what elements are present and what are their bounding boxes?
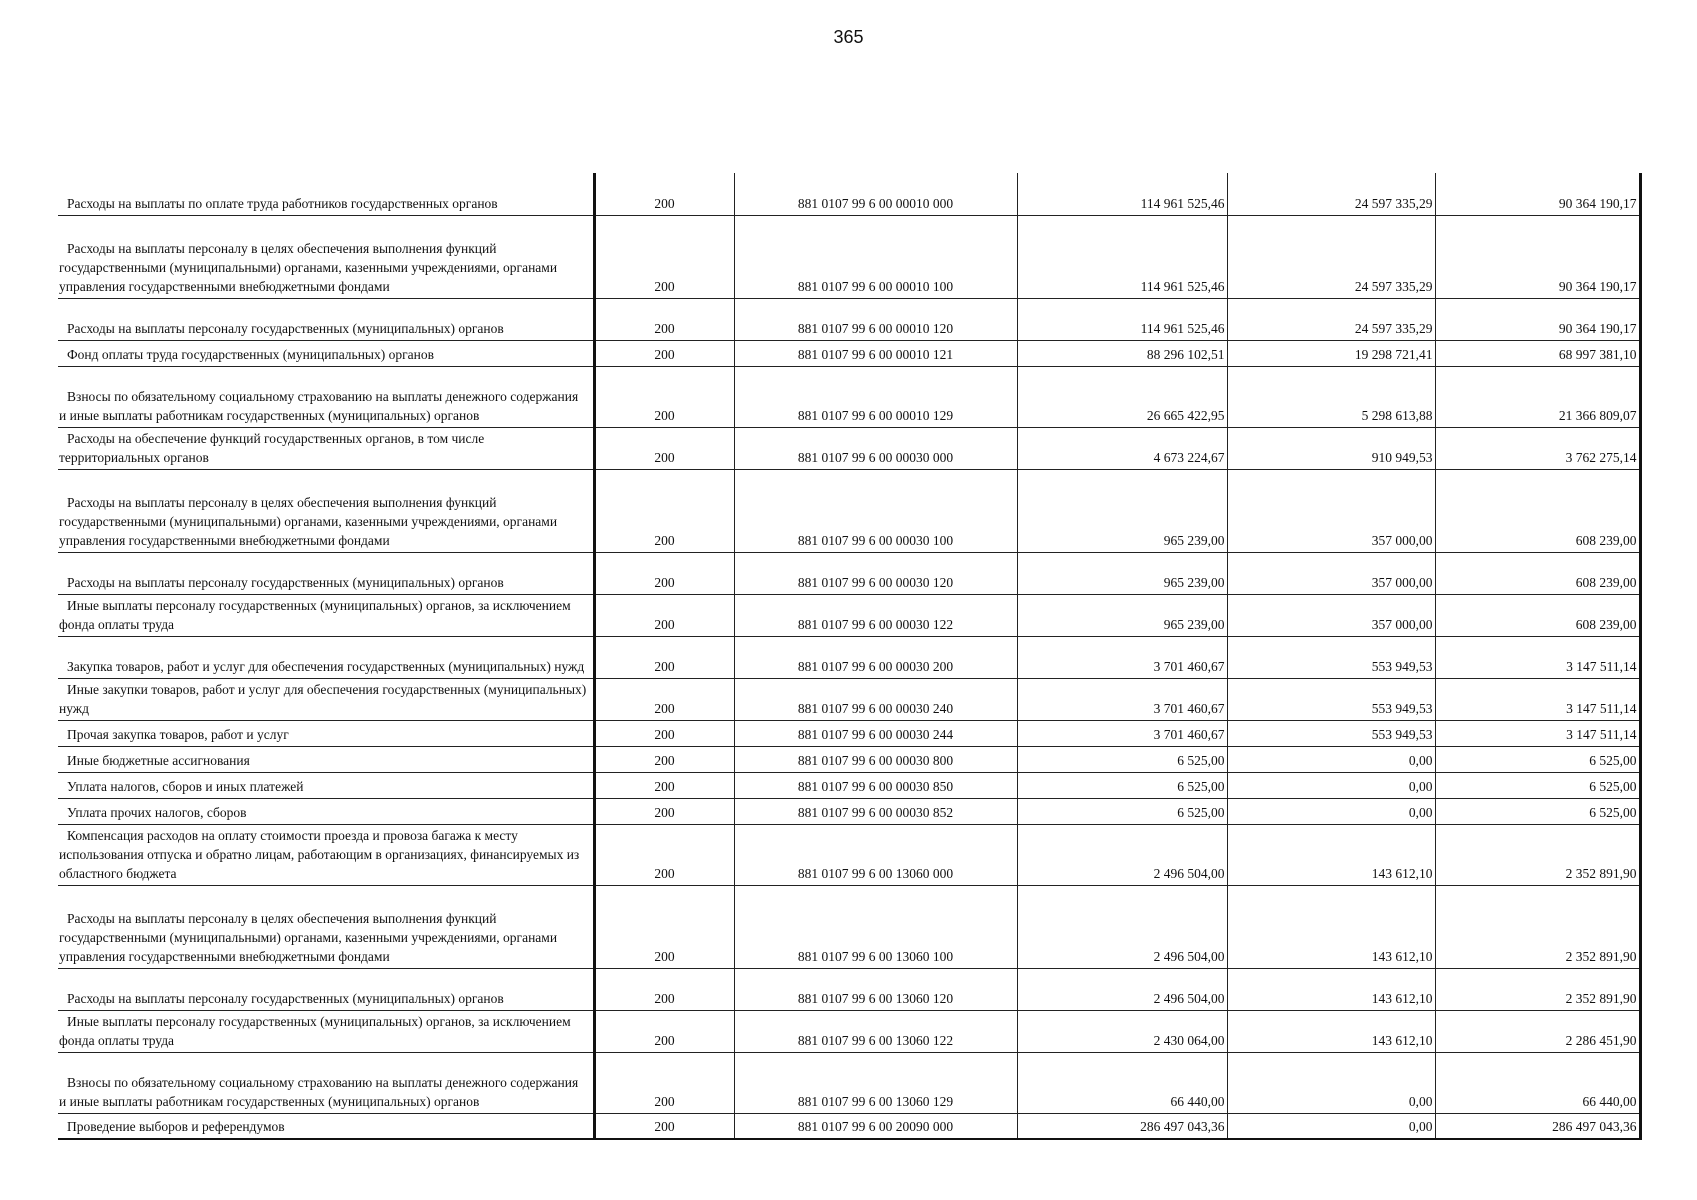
row-unexecuted-amount-cell: 90 364 190,17 xyxy=(1435,298,1640,340)
row-unexecuted-amount-cell: 608 239,00 xyxy=(1435,594,1640,636)
row-approved-amount-cell: 965 239,00 xyxy=(1017,469,1227,552)
row-budget-code-cell: 881 0107 99 6 00 00030 122 xyxy=(734,594,1017,636)
row-budget-code-cell: 881 0107 99 6 00 00010 100 xyxy=(734,215,1017,298)
row-unexecuted-amount-cell: 3 147 511,14 xyxy=(1435,636,1640,678)
row-line-code-cell: 200 xyxy=(594,594,734,636)
row-unexecuted-amount-cell: 2 352 891,90 xyxy=(1435,885,1640,968)
row-approved-amount-cell: 3 701 460,67 xyxy=(1017,720,1227,746)
row-unexecuted-amount-cell: 6 525,00 xyxy=(1435,772,1640,798)
row-approved-amount-cell: 6 525,00 xyxy=(1017,746,1227,772)
row-name-cell: Проведение выборов и референдумов xyxy=(58,1113,594,1139)
table-row xyxy=(58,824,1640,885)
row-unexecuted-amount-cell: 90 364 190,17 xyxy=(1435,215,1640,298)
row-executed-amount-cell: 143 612,10 xyxy=(1227,885,1435,968)
row-executed-amount-cell: 143 612,10 xyxy=(1227,1010,1435,1052)
row-approved-amount-cell: 26 665 422,95 xyxy=(1017,366,1227,427)
row-executed-amount-cell: 24 597 335,29 xyxy=(1227,215,1435,298)
row-executed-amount-cell: 553 949,53 xyxy=(1227,720,1435,746)
table-row xyxy=(58,968,1640,1010)
row-executed-amount-cell: 143 612,10 xyxy=(1227,968,1435,1010)
row-approved-amount-cell: 114 961 525,46 xyxy=(1017,173,1227,215)
row-name-cell: Иные закупки товаров, работ и услуг для обеспечения государственных (муниципальных) нужд xyxy=(58,678,594,720)
row-unexecuted-amount-cell: 3 147 511,14 xyxy=(1435,678,1640,720)
row-line-code-cell: 200 xyxy=(594,772,734,798)
table-row xyxy=(58,215,1640,298)
row-executed-amount-cell: 357 000,00 xyxy=(1227,469,1435,552)
row-approved-amount-cell: 114 961 525,46 xyxy=(1017,215,1227,298)
table-row xyxy=(58,746,1640,772)
row-unexecuted-amount-cell: 90 364 190,17 xyxy=(1435,173,1640,215)
row-executed-amount-cell: 0,00 xyxy=(1227,798,1435,824)
row-unexecuted-amount-cell: 3 762 275,14 xyxy=(1435,427,1640,469)
row-line-code-cell: 200 xyxy=(594,968,734,1010)
table-row xyxy=(58,298,1640,340)
row-line-code-cell: 200 xyxy=(594,427,734,469)
table-row xyxy=(58,720,1640,746)
row-budget-code-cell: 881 0107 99 6 00 00030 200 xyxy=(734,636,1017,678)
row-approved-amount-cell: 2 496 504,00 xyxy=(1017,824,1227,885)
row-unexecuted-amount-cell: 2 352 891,90 xyxy=(1435,968,1640,1010)
row-name-cell: Закупка товаров, работ и услуг для обеспечения государственных (муниципальных) нужд xyxy=(58,636,594,678)
row-name-cell: Расходы на выплаты персоналу в целях обеспечения выполнения функций государственными (муниципальными) органами, казенными учреждениями, органами управления государственными внебюджетными фондами xyxy=(58,215,594,298)
row-approved-amount-cell: 4 673 224,67 xyxy=(1017,427,1227,469)
row-approved-amount-cell: 6 525,00 xyxy=(1017,772,1227,798)
budget-table xyxy=(58,173,1642,1140)
row-name-cell: Расходы на выплаты по оплате труда работников государственных органов xyxy=(58,173,594,215)
row-approved-amount-cell: 6 525,00 xyxy=(1017,798,1227,824)
row-approved-amount-cell: 66 440,00 xyxy=(1017,1052,1227,1113)
row-name-cell: Прочая закупка товаров, работ и услуг xyxy=(58,720,594,746)
row-line-code-cell: 200 xyxy=(594,552,734,594)
row-executed-amount-cell: 357 000,00 xyxy=(1227,594,1435,636)
row-approved-amount-cell: 2 496 504,00 xyxy=(1017,968,1227,1010)
row-approved-amount-cell: 965 239,00 xyxy=(1017,552,1227,594)
row-executed-amount-cell: 19 298 721,41 xyxy=(1227,340,1435,366)
row-executed-amount-cell: 143 612,10 xyxy=(1227,824,1435,885)
row-executed-amount-cell: 24 597 335,29 xyxy=(1227,173,1435,215)
row-approved-amount-cell: 3 701 460,67 xyxy=(1017,636,1227,678)
row-executed-amount-cell: 0,00 xyxy=(1227,772,1435,798)
row-budget-code-cell: 881 0107 99 6 00 13060 120 xyxy=(734,968,1017,1010)
row-line-code-cell: 200 xyxy=(594,636,734,678)
row-unexecuted-amount-cell: 21 366 809,07 xyxy=(1435,366,1640,427)
table-row xyxy=(58,552,1640,594)
budget-table-body xyxy=(58,173,1640,1139)
row-budget-code-cell: 881 0107 99 6 00 13060 129 xyxy=(734,1052,1017,1113)
row-name-cell: Взносы по обязательному социальному страхованию на выплаты денежного содержания и иные выплаты работникам государственных (муниципальных) органов xyxy=(58,366,594,427)
row-line-code-cell: 200 xyxy=(594,798,734,824)
row-line-code-cell: 200 xyxy=(594,215,734,298)
row-approved-amount-cell: 2 430 064,00 xyxy=(1017,1010,1227,1052)
row-executed-amount-cell: 553 949,53 xyxy=(1227,636,1435,678)
row-unexecuted-amount-cell: 3 147 511,14 xyxy=(1435,720,1640,746)
row-executed-amount-cell: 553 949,53 xyxy=(1227,678,1435,720)
row-budget-code-cell: 881 0107 99 6 00 00030 000 xyxy=(734,427,1017,469)
table-row xyxy=(58,885,1640,968)
row-name-cell: Расходы на выплаты персоналу государственных (муниципальных) органов xyxy=(58,552,594,594)
table-row xyxy=(58,340,1640,366)
row-unexecuted-amount-cell: 66 440,00 xyxy=(1435,1052,1640,1113)
table-row xyxy=(58,427,1640,469)
row-name-cell: Расходы на выплаты персоналу в целях обеспечения выполнения функций государственными (муниципальными) органами, казенными учреждениями, органами управления государственными внебюджетными фондами xyxy=(58,469,594,552)
row-unexecuted-amount-cell: 6 525,00 xyxy=(1435,798,1640,824)
row-budget-code-cell: 881 0107 99 6 00 00030 244 xyxy=(734,720,1017,746)
table-row xyxy=(58,366,1640,427)
row-approved-amount-cell: 286 497 043,36 xyxy=(1017,1113,1227,1139)
row-line-code-cell: 200 xyxy=(594,885,734,968)
row-name-cell: Фонд оплаты труда государственных (муниципальных) органов xyxy=(58,340,594,366)
row-budget-code-cell: 881 0107 99 6 00 00010 129 xyxy=(734,366,1017,427)
row-unexecuted-amount-cell: 2 352 891,90 xyxy=(1435,824,1640,885)
row-unexecuted-amount-cell: 6 525,00 xyxy=(1435,746,1640,772)
row-budget-code-cell: 881 0107 99 6 00 13060 122 xyxy=(734,1010,1017,1052)
row-name-cell: Иные выплаты персоналу государственных (муниципальных) органов, за исключением фонда оплаты труда xyxy=(58,594,594,636)
row-unexecuted-amount-cell: 608 239,00 xyxy=(1435,469,1640,552)
row-executed-amount-cell: 24 597 335,29 xyxy=(1227,298,1435,340)
row-executed-amount-cell: 0,00 xyxy=(1227,746,1435,772)
table-row xyxy=(58,678,1640,720)
row-budget-code-cell: 881 0107 99 6 00 13060 100 xyxy=(734,885,1017,968)
row-unexecuted-amount-cell: 608 239,00 xyxy=(1435,552,1640,594)
row-approved-amount-cell: 965 239,00 xyxy=(1017,594,1227,636)
row-line-code-cell: 200 xyxy=(594,173,734,215)
row-budget-code-cell: 881 0107 99 6 00 00030 240 xyxy=(734,678,1017,720)
row-name-cell: Расходы на выплаты персоналу государственных (муниципальных) органов xyxy=(58,298,594,340)
row-unexecuted-amount-cell: 2 286 451,90 xyxy=(1435,1010,1640,1052)
row-name-cell: Компенсация расходов на оплату стоимости проезда и провоза багажа к месту использования отпуска и обратно лицам, работающим в организациях, финансируемых из областного бюджета xyxy=(58,824,594,885)
table-row xyxy=(58,798,1640,824)
row-approved-amount-cell: 2 496 504,00 xyxy=(1017,885,1227,968)
table-row xyxy=(58,1113,1640,1139)
row-line-code-cell: 200 xyxy=(594,298,734,340)
table-row xyxy=(58,173,1640,215)
row-executed-amount-cell: 357 000,00 xyxy=(1227,552,1435,594)
row-name-cell: Иные бюджетные ассигнования xyxy=(58,746,594,772)
row-line-code-cell: 200 xyxy=(594,340,734,366)
row-budget-code-cell: 881 0107 99 6 00 00030 800 xyxy=(734,746,1017,772)
row-budget-code-cell: 881 0107 99 6 00 00030 852 xyxy=(734,798,1017,824)
row-unexecuted-amount-cell: 68 997 381,10 xyxy=(1435,340,1640,366)
row-line-code-cell: 200 xyxy=(594,746,734,772)
table-row xyxy=(58,1010,1640,1052)
row-budget-code-cell: 881 0107 99 6 00 00030 850 xyxy=(734,772,1017,798)
row-name-cell: Расходы на выплаты персоналу в целях обеспечения выполнения функций государственными (муниципальными) органами, казенными учреждениями, органами управления государственными внебюджетными фондами xyxy=(58,885,594,968)
row-executed-amount-cell: 910 949,53 xyxy=(1227,427,1435,469)
row-executed-amount-cell: 0,00 xyxy=(1227,1113,1435,1139)
row-budget-code-cell: 881 0107 99 6 00 00010 000 xyxy=(734,173,1017,215)
row-line-code-cell: 200 xyxy=(594,366,734,427)
row-executed-amount-cell: 0,00 xyxy=(1227,1052,1435,1113)
row-budget-code-cell: 881 0107 99 6 00 20090 000 xyxy=(734,1113,1017,1139)
page-number: 365 xyxy=(833,27,864,47)
row-budget-code-cell: 881 0107 99 6 00 00030 100 xyxy=(734,469,1017,552)
table-row xyxy=(58,1052,1640,1113)
row-name-cell: Иные выплаты персоналу государственных (муниципальных) органов, за исключением фонда оплаты труда xyxy=(58,1010,594,1052)
row-unexecuted-amount-cell: 286 497 043,36 xyxy=(1435,1113,1640,1139)
row-budget-code-cell: 881 0107 99 6 00 00030 120 xyxy=(734,552,1017,594)
row-line-code-cell: 200 xyxy=(594,469,734,552)
row-budget-code-cell: 881 0107 99 6 00 00010 120 xyxy=(734,298,1017,340)
row-line-code-cell: 200 xyxy=(594,1010,734,1052)
row-line-code-cell: 200 xyxy=(594,678,734,720)
table-row xyxy=(58,772,1640,798)
row-name-cell: Расходы на обеспечение функций государственных органов, в том числе территориальных органов xyxy=(58,427,594,469)
row-name-cell: Расходы на выплаты персоналу государственных (муниципальных) органов xyxy=(58,968,594,1010)
row-name-cell: Взносы по обязательному социальному страхованию на выплаты денежного содержания и иные выплаты работникам государственных (муниципальных) органов xyxy=(58,1052,594,1113)
row-approved-amount-cell: 114 961 525,46 xyxy=(1017,298,1227,340)
row-budget-code-cell: 881 0107 99 6 00 13060 000 xyxy=(734,824,1017,885)
row-line-code-cell: 200 xyxy=(594,824,734,885)
row-name-cell: Уплата налогов, сборов и иных платежей xyxy=(58,772,594,798)
table-row xyxy=(58,636,1640,678)
row-line-code-cell: 200 xyxy=(594,720,734,746)
row-approved-amount-cell: 88 296 102,51 xyxy=(1017,340,1227,366)
row-name-cell: Уплата прочих налогов, сборов xyxy=(58,798,594,824)
row-executed-amount-cell: 5 298 613,88 xyxy=(1227,366,1435,427)
row-approved-amount-cell: 3 701 460,67 xyxy=(1017,678,1227,720)
row-budget-code-cell: 881 0107 99 6 00 00010 121 xyxy=(734,340,1017,366)
table-row xyxy=(58,469,1640,552)
row-line-code-cell: 200 xyxy=(594,1052,734,1113)
row-line-code-cell: 200 xyxy=(594,1113,734,1139)
table-row xyxy=(58,594,1640,636)
